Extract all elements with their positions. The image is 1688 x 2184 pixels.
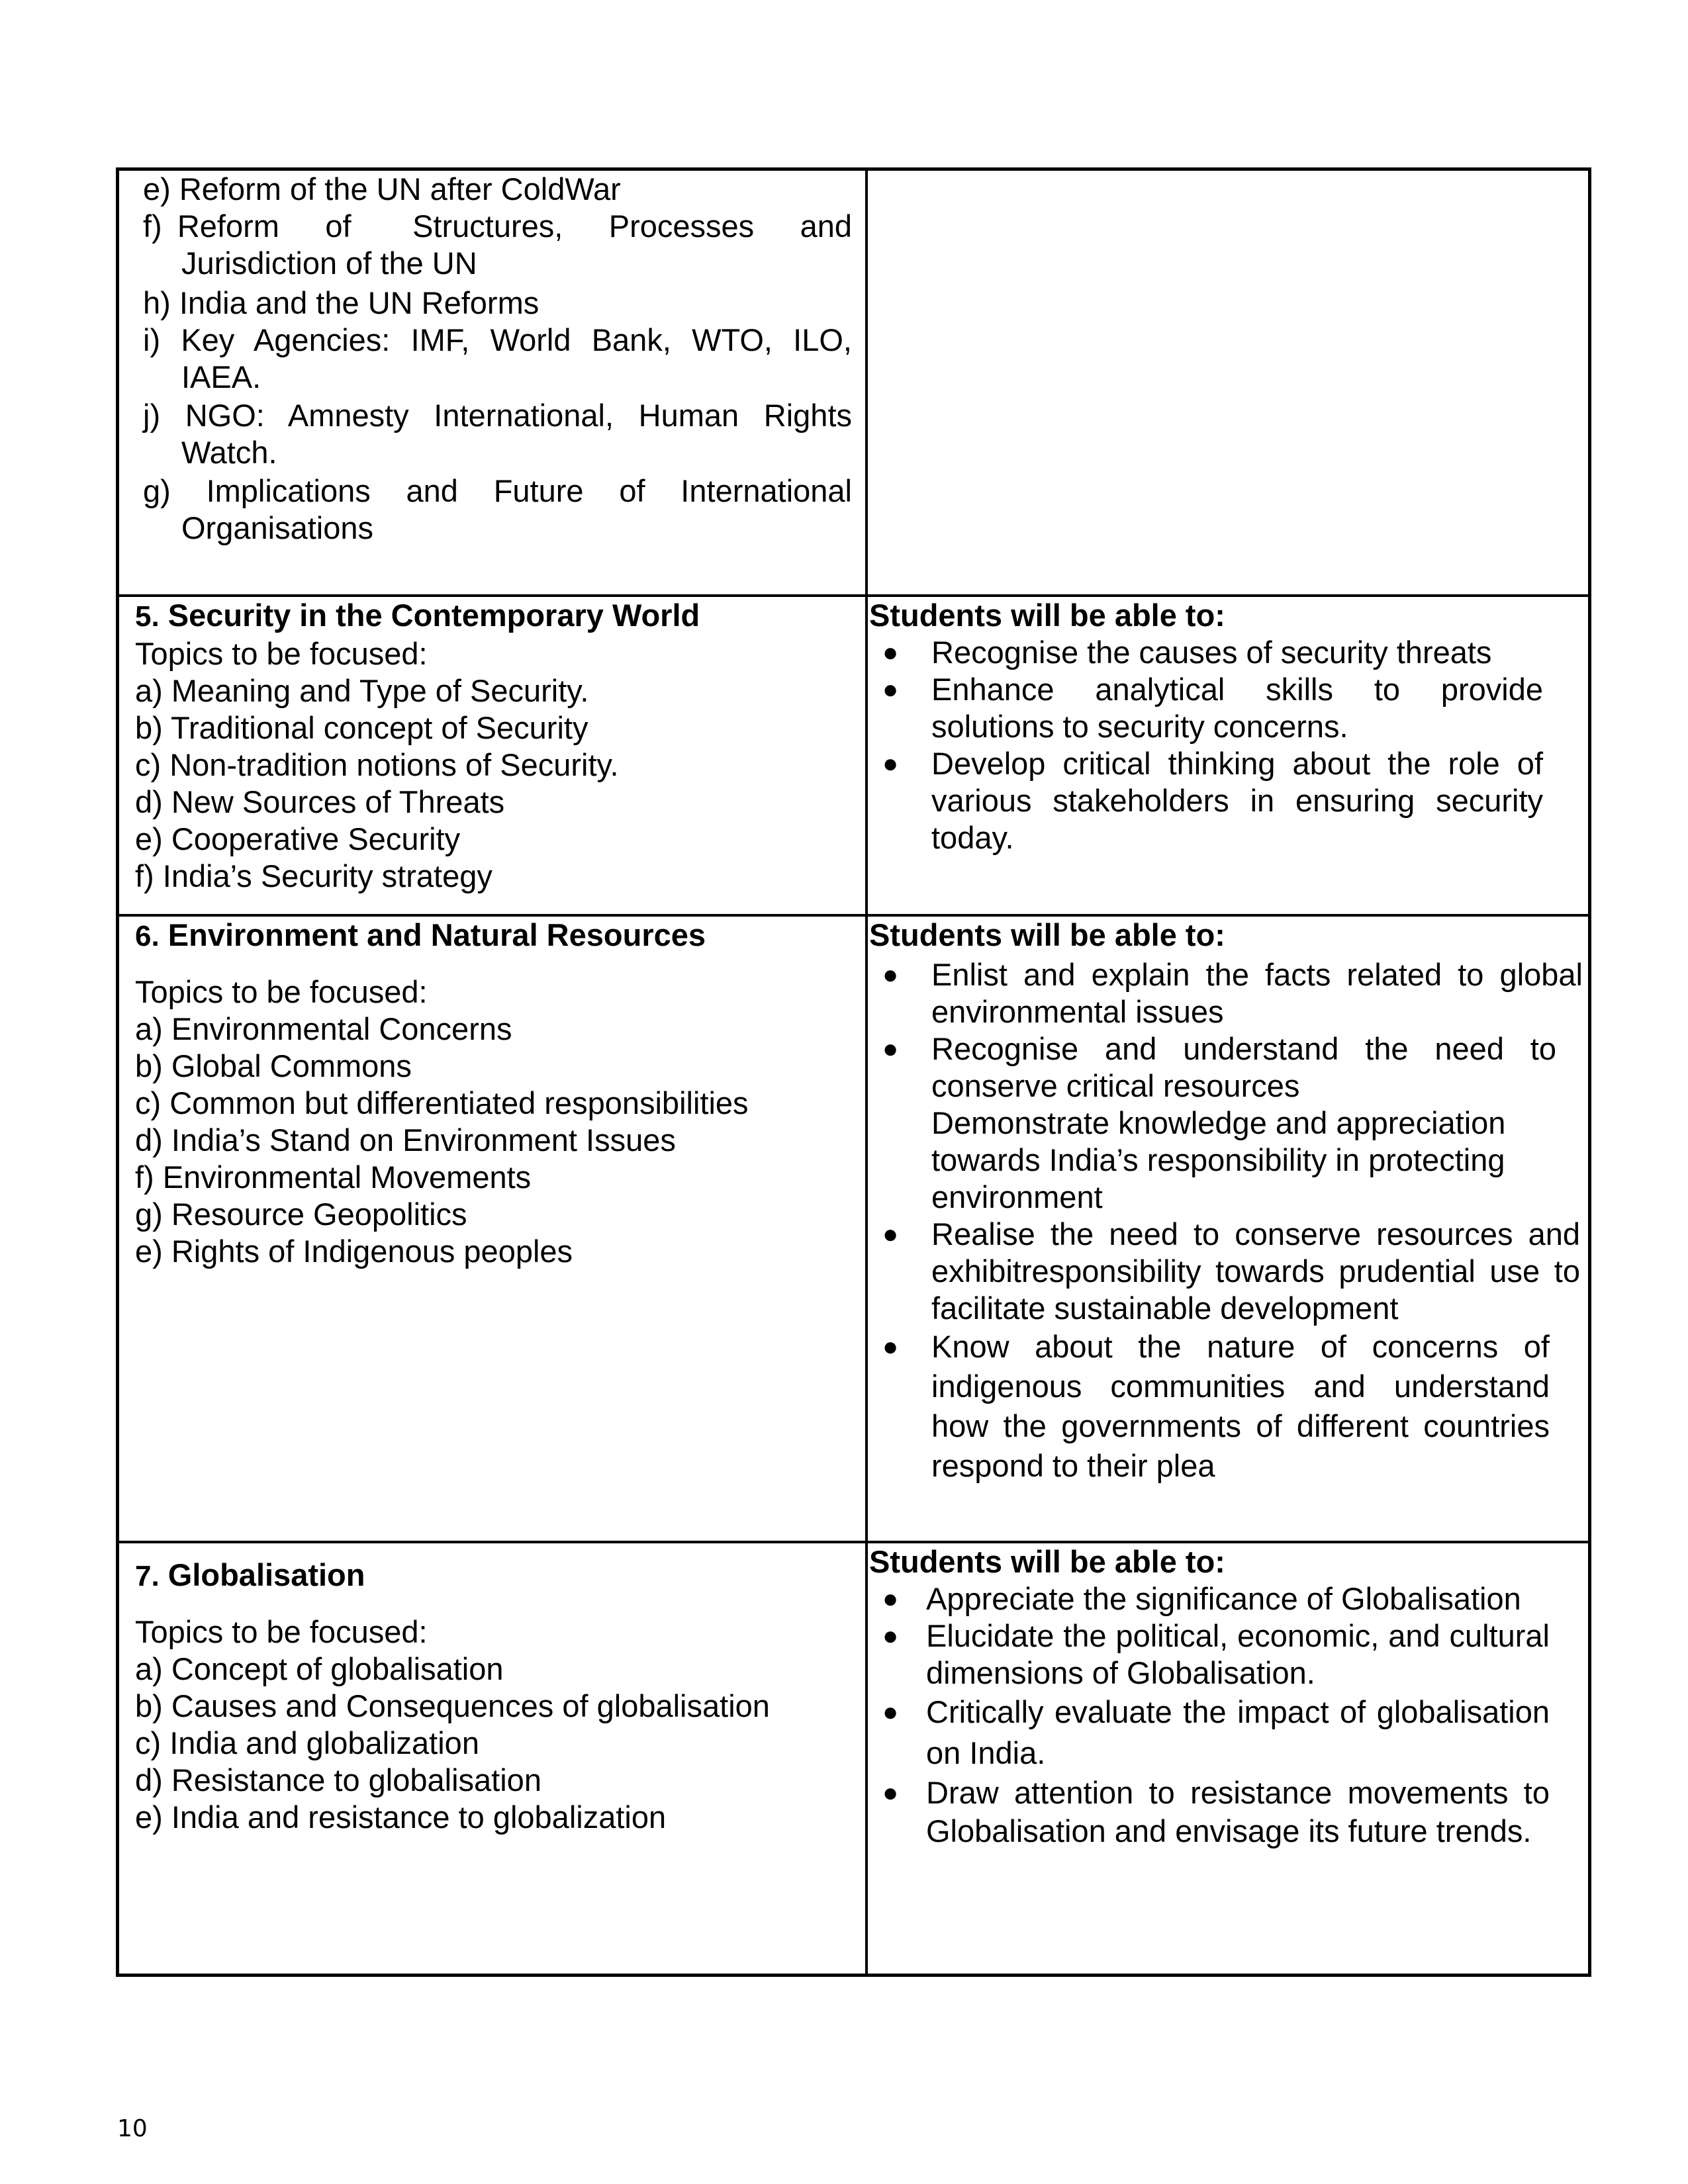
topic-item: e) India and resistance to globalization <box>135 1799 667 1835</box>
unit-heading: 6. Environment and Natural Resources <box>135 917 706 952</box>
table-row <box>119 597 1588 917</box>
topics-cell <box>119 917 868 1541</box>
topic-item: d) New Sources of Threats <box>135 784 505 819</box>
topic-item: g) Implications and Future of International Organisations <box>143 473 852 545</box>
outcomes-intro: Students will be able to: <box>869 917 1225 952</box>
syllabus-table <box>116 167 1591 1977</box>
bullet-icon: ● <box>882 1584 899 1614</box>
outcomes-list <box>869 956 1583 1486</box>
topic-item: a) Environmental Concerns <box>135 1011 512 1046</box>
outcome-item: ● Critically evaluate the impact of globalisation on India. <box>869 1692 1550 1774</box>
bullet-icon: ● <box>882 960 899 989</box>
table-row <box>119 1543 1588 1974</box>
topic-item: j) NGO: Amnesty International, Human Rights Watch. <box>143 398 852 470</box>
topics-subheading: Topics to be focused: <box>135 1614 428 1649</box>
topic-item: c) Non-tradition notions of Security. <box>135 747 619 782</box>
topic-item: a) Meaning and Type of Security. <box>135 673 589 708</box>
outcomes-list <box>869 1580 1583 1850</box>
topic-item: b) Global Commons <box>135 1048 412 1083</box>
topics-cell <box>119 171 868 594</box>
topic-item: a) Concept of globalisation <box>135 1651 504 1686</box>
outcomes-cell <box>868 917 1588 1541</box>
outcome-item: ● Draw attention to resistance movements to Globalisation and envisage its future trends. <box>882 1775 1550 1848</box>
topic-item: g) Resource Geopolitics <box>135 1197 467 1232</box>
bullet-icon: ● <box>882 1621 899 1651</box>
topic-item: d) India’s Stand on Environment Issues <box>135 1122 676 1158</box>
bullet-icon: ● <box>882 1034 899 1064</box>
outcome-item: ● Elucidate the political, economic, and cultural dimensions of Globalisation. <box>882 1618 1550 1690</box>
topic-item: f) India’s Security strategy <box>135 858 492 893</box>
topic-item: h) India and the UN Reforms <box>143 285 539 320</box>
topic-item: d) Resistance to globalisation <box>135 1762 541 1797</box>
outcomes-intro: Students will be able to: <box>869 1544 1225 1579</box>
outcomes-cell <box>868 597 1588 914</box>
outcomes-cell <box>868 1543 1588 1974</box>
topic-item: f) Reform of Structures, Processes and Jurisdiction of the UN <box>143 208 852 281</box>
unit-heading: 5. Security in the Contemporary World <box>135 598 700 633</box>
page-number: 10 <box>117 2115 148 2142</box>
outcome-item: ● Enlist and explain the facts related to global environmental issues <box>882 957 1583 1029</box>
topic-item: b) Causes and Consequences of globalisation <box>135 1688 770 1723</box>
topic-item: e) Rights of Indigenous peoples <box>135 1234 573 1269</box>
topic-item: c) India and globalization <box>135 1725 479 1760</box>
outcome-item: ● Know about the nature of concerns of indigenous communities and understand how the governments of different countries respond to their plea <box>869 1327 1583 1486</box>
bullet-icon: ● <box>882 1220 899 1249</box>
outcomes-intro: Students will be able to: <box>869 598 1225 633</box>
topics-cell <box>119 1543 868 1974</box>
outcomes-list <box>869 634 1583 856</box>
topic-item: i) Key Agencies: IMF, World Bank, WTO, ILO, IAEA. <box>143 322 852 394</box>
outcome-item: ● Appreciate the significance of Globalisation <box>882 1581 1521 1616</box>
topic-item: c) Common but differentiated responsibilities <box>135 1085 749 1120</box>
bullet-icon: ● <box>882 1698 899 1727</box>
bullet-icon: ● <box>882 638 899 667</box>
topic-item: e) Cooperative Security <box>135 821 461 856</box>
table-row <box>119 917 1588 1543</box>
bullet-icon: ● <box>882 675 899 704</box>
topics-cell <box>119 597 868 914</box>
bullet-icon: ● <box>882 1778 899 1807</box>
outcome-item: ● Recognise the causes of security threats <box>882 635 1492 670</box>
outcome-item: ● Realise the need to conserve resources and exhibitresponsibility towards prudential use to facilitate sustainable development <box>882 1216 1580 1326</box>
topic-item: b) Traditional concept of Security <box>135 710 588 745</box>
table-row <box>119 171 1588 597</box>
outcomes-cell <box>868 171 1588 594</box>
bullet-icon: ● <box>882 749 899 778</box>
topic-item: e) Reform of the UN after ColdWar <box>143 171 621 206</box>
outcome-item: Demonstrate knowledge and appreciation towards India’s responsibility in protecting environment <box>931 1105 1506 1214</box>
unit-heading: 7. Globalisation <box>135 1557 365 1592</box>
topic-item: f) Environmental Movements <box>135 1160 532 1195</box>
bullet-icon: ● <box>882 1332 899 1361</box>
topics-subheading: Topics to be focused: <box>135 636 428 671</box>
outcome-item: ● Enhance analytical skills to provide solutions to security concerns. <box>882 672 1543 744</box>
outcome-item: ● Recognise and understand the need to conserve critical resources <box>882 1031 1556 1103</box>
topics-subheading: Topics to be focused: <box>135 974 428 1009</box>
outcome-item: ● Develop critical thinking about the role of various stakeholders in ensuring security today. <box>882 746 1543 855</box>
